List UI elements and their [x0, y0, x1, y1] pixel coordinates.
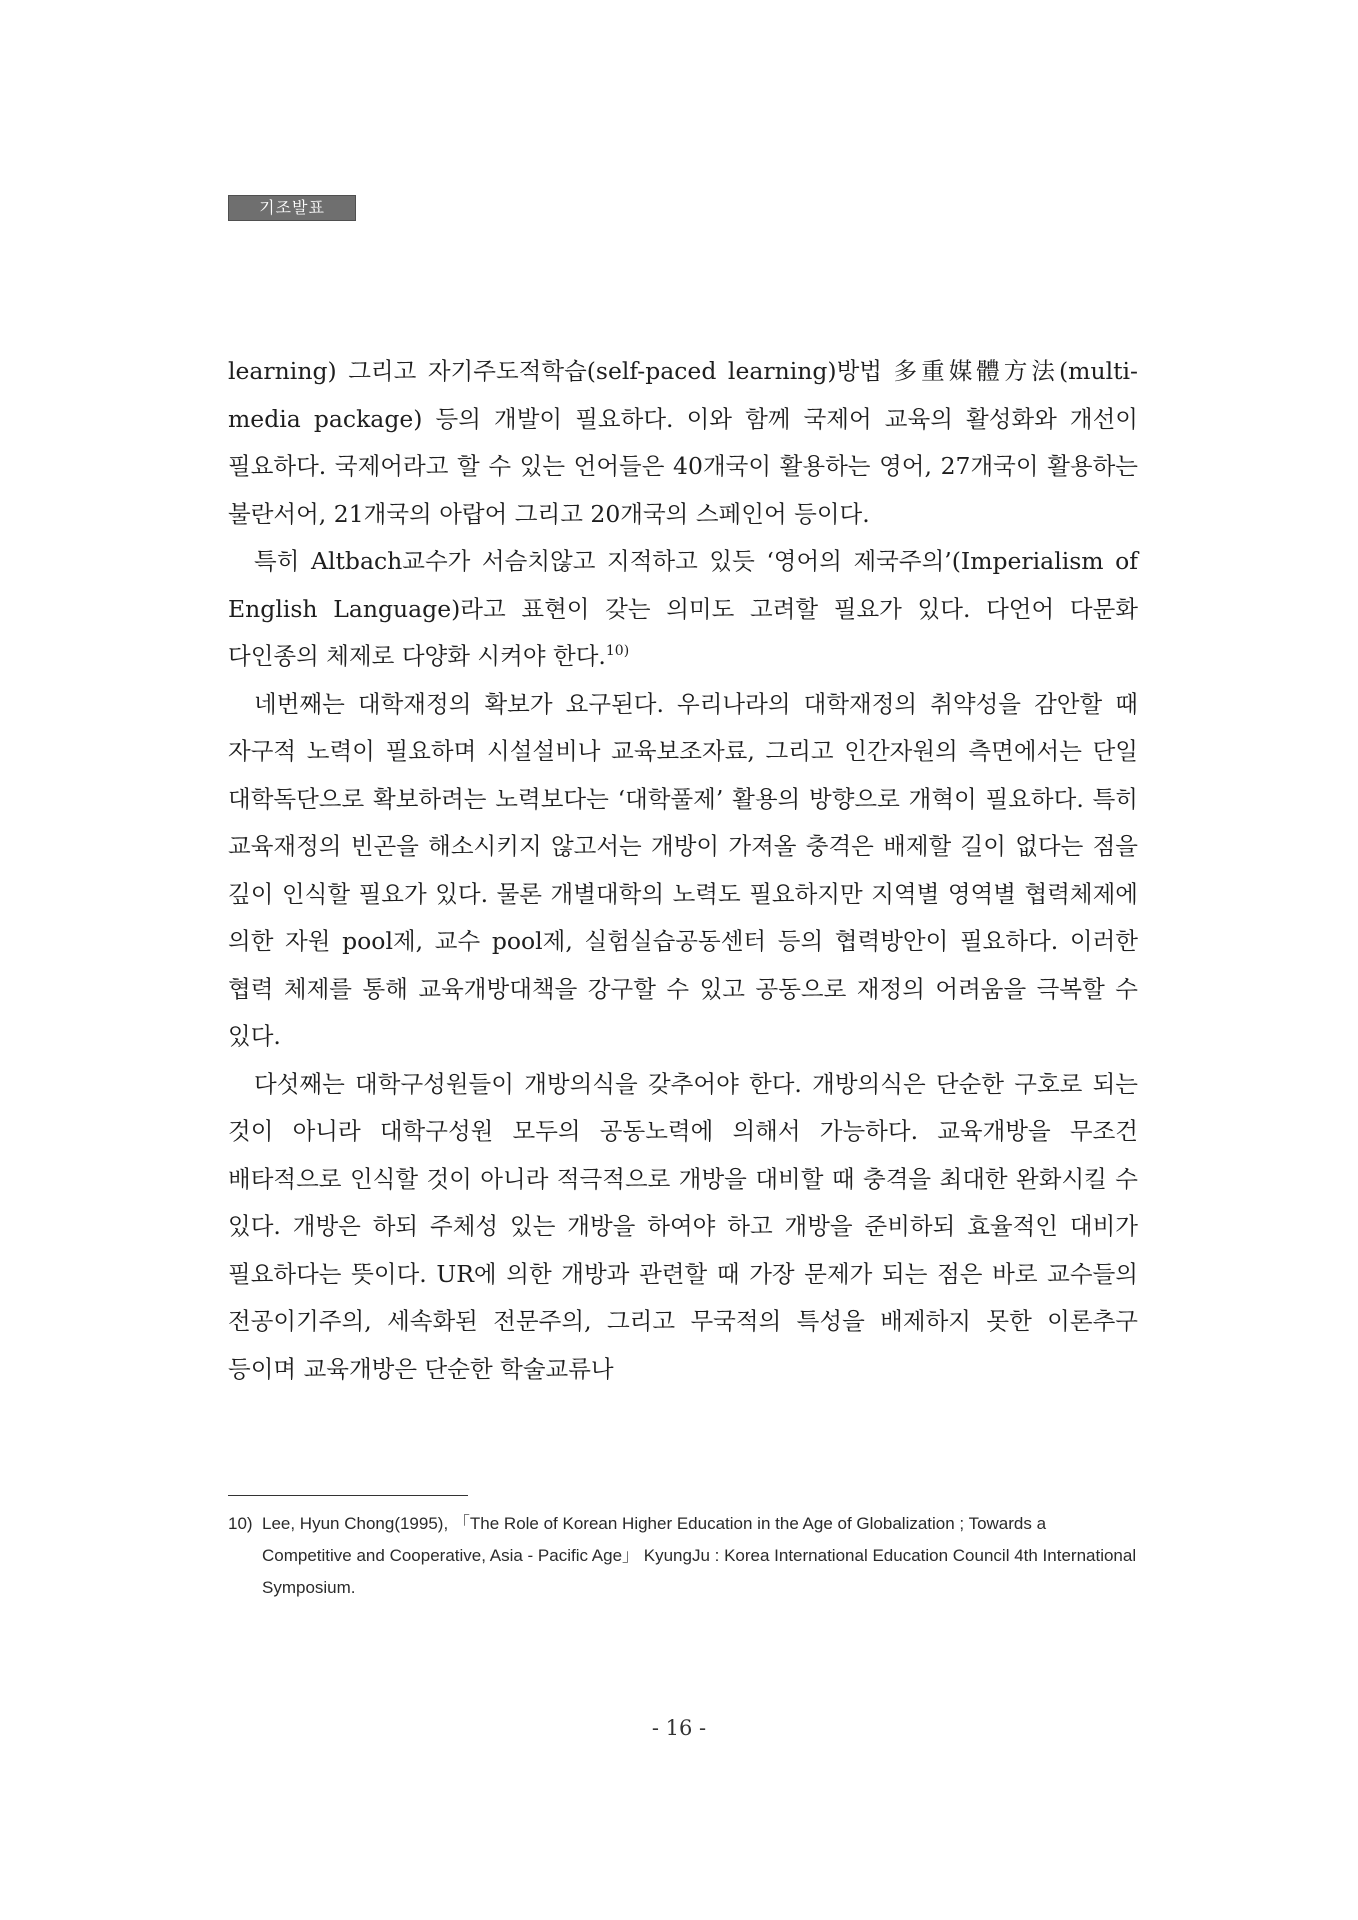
paragraph-3: 네번째는 대학재정의 확보가 요구된다. 우리나라의 대학재정의 취약성을 감안할 때 자구적 노력이 필요하며 시설설비나 교육보조자료, 그리고 인간자원의 측면에서는 단일 대학독단으로 확보하려는 노력보다는 ‘대학풀제’ 활용의 방향으로 개혁이 필요하다. 특히 교육재정의 빈곤을 해소시키지 않고서는 개방이 가져올 충격은 배제할 길이 없다는 점을 깊이 인식할 필요가 있다. 물론 개별대학의 노력도 필요하지만 지역별 영역별 협력체제에 의한 자원 pool제, 교수 pool제, 실험실습공동센터 등의 협력방안이 필요하다. 이러한 협력 체제를 통해 교육개방대책을 강구할 수 있고 공동으로 재정의 어려움을 극복할 수 있다. [228, 689, 1138, 1050]
section-tag: 기조발표 [228, 195, 356, 221]
paragraph-4: 다섯째는 대학구성원들이 개방의식을 갖추어야 한다. 개방의식은 단순한 구호로 되는 것이 아니라 대학구성원 모두의 공동노력에 의해서 가능하다. 교육개방을 무조건 배타적으로 인식할 것이 아니라 적극적으로 개방을 대비할 때 충격을 최대한 완화시킬 수 있다. 개방은 하되 주체성 있는 개방을 하여야 하고 개방을 준비하되 효율적인 대비가 필요하다는 뜻이다. UR에 의한 개방과 관련할 때 가장 문제가 되는 점은 바로 교수들의 전공이기주의, 세속화된 전문주의, 그리고 무국적의 특성을 배제하지 못한 이론추구 등이며 교육개방은 단순한 학술교류나 [228, 1069, 1138, 1383]
body-text [228, 348, 1138, 1393]
footnote-divider [228, 1495, 468, 1496]
paragraph-2-text: 특히 Altbach교수가 서슴치않고 지적하고 있듯 ‘영어의 제국주의’(Imperialism of English Language)라고 표현이 갖는 의미도 고려할 필요가 있다. 다언어 다문화 다인종의 체제로 다양화 시켜야 한다. [228, 547, 1138, 670]
footnote [228, 1508, 1138, 1604]
paragraph-2 [228, 538, 1138, 681]
footnote-text: Lee, Hyun Chong(1995), 「The Role of Korean Higher Education in the Age of Globalization ; Towards a Competitive and Cooperative, Asia - Pacific Age」 KyungJu : Korea International Education Council 4th International Symposium. [262, 1514, 1137, 1597]
page-number: - 16 - [651, 1716, 707, 1740]
paragraph-1: learning) 그리고 자기주도적학습(self-paced learning)방법 多重媒體方法(multi-media package) 등의 개발이 필요하다. 이와 함께 국제어 교육의 활성화와 개선이 필요하다. 국제어라고 할 수 있는 언어들은 40개국이 활용하는 영어, 27개국이 활용하는 불란서어, 21개국의 아랍어 그리고 20개국의 스페인어 등이다. [228, 357, 1138, 528]
footnote-reference[interactable]: 10) [605, 643, 630, 660]
footnote-number: 10) [228, 1514, 253, 1533]
